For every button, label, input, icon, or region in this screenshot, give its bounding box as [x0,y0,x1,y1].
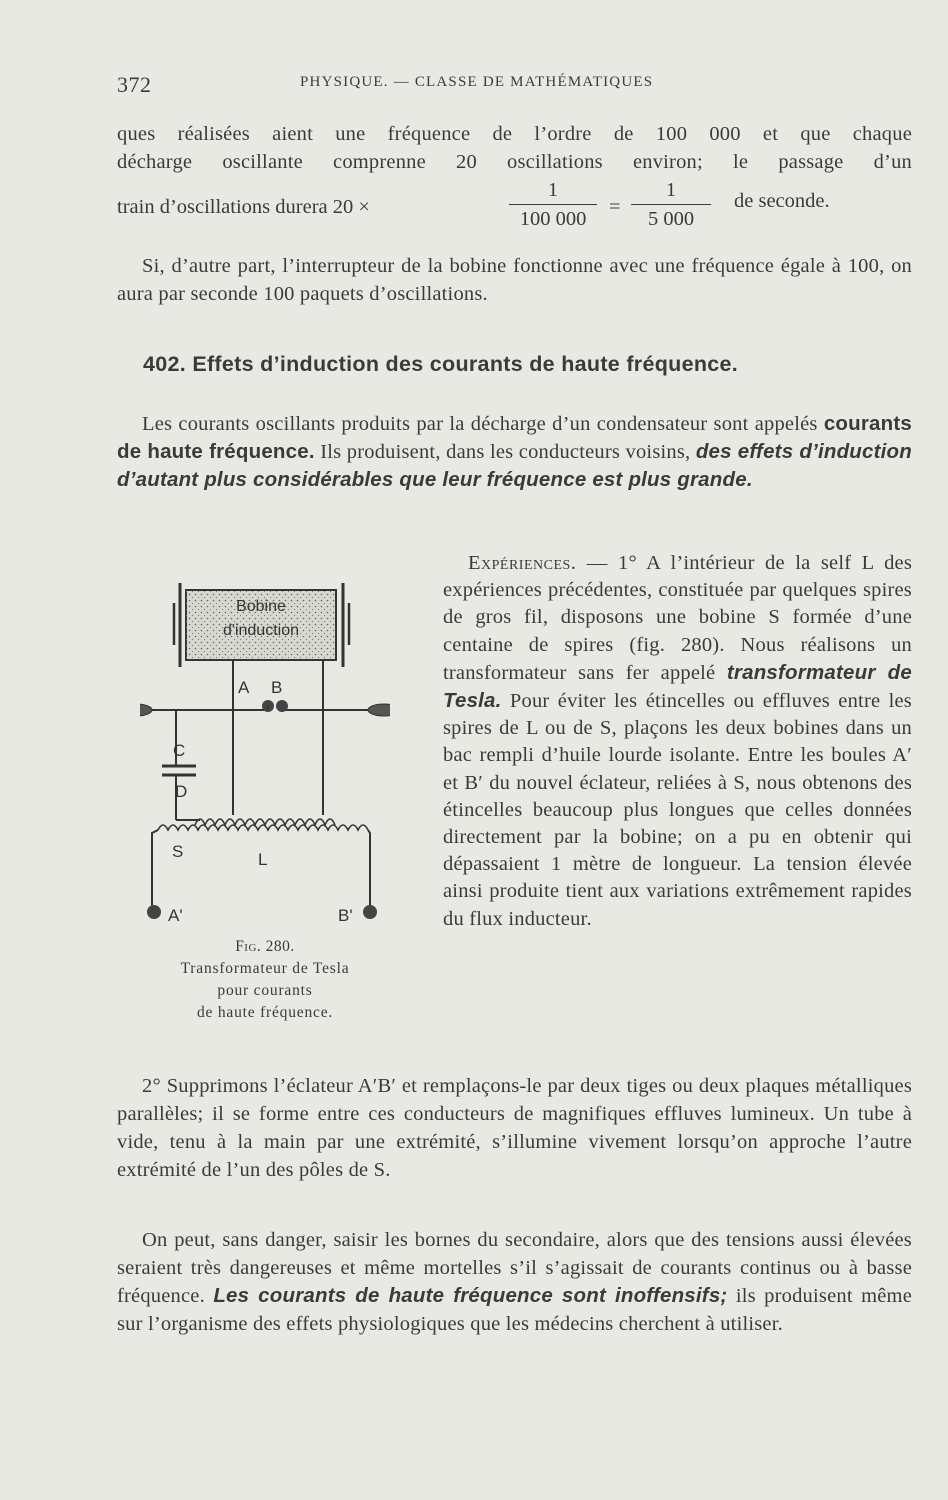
tesla-coil-windings [152,819,370,910]
fraction-1-bar [509,204,597,205]
caption-line-1: Transformateur de Tesla [180,960,350,977]
section-number: 402. [143,352,187,376]
label-c: C [173,741,186,760]
formula-equals: = [609,196,621,218]
figure-280 [140,575,390,935]
induction-coil [174,583,349,667]
label-a: A [238,678,250,697]
page-number: 372 [117,72,152,97]
paragraph-5-text-2: ils produisent même sur l’organisme des effets physiologiques que les médecins cherchent à utiliser. [117,1285,912,1335]
formula-lead: train d’oscillations durera 20 × [117,196,370,218]
paragraph-3-bold: courants de haute fréquence. [117,412,912,463]
caption-line-2: pour courants [217,982,313,999]
section-title: Effets d’induction des courants de haute fréquence. [192,352,739,376]
fraction-2 [631,178,711,231]
caption-fig-number: Fig. 280. [235,938,295,955]
section-heading [143,352,913,377]
fraction-2-denominator: 5 000 [647,208,695,230]
experiences-text-1: — 1° A l’intérieur de la self L des expériences précédentes, constituée par quelques spires de gros fil, disposons une bobine S formée d’une centaine de spires (fig. 280). Nous réalisons un transformateur sans fer appelé [443,552,912,684]
paragraph-5-text-1: On peut, sans danger, saisir les bornes du secondaire, alors que des tensions aussi élevées seraient très dangereuses et même mortelles s’il s’agissait de courants continus ou à basse fréquence. [117,1229,912,1307]
paragraph-1-line-1: ques réalisées aient une fréquence de l’ordre de 100 000 et que chaque [117,123,912,145]
experiences-bold-italic: transformateur de Tesla. [443,660,912,713]
capacitor [162,710,196,820]
spark-gap-ab [140,678,390,716]
paragraph-3 [117,410,912,494]
fraction-1-numerator: 1 [547,179,559,201]
fraction-2-numerator: 1 [665,179,677,201]
label-s: S [172,842,184,861]
paragraph-1-line-2: décharge oscillante comprenne 20 oscillations environ; le passage d’un [117,151,912,173]
formula-tail: de seconde. [734,190,830,212]
paragraph-3-text-1: Les courants oscillants produits par la décharge d’un condensateur sont appelés [142,413,824,435]
fraction-2-bar [631,204,711,205]
label-b-prime: B' [338,906,353,925]
label-d: D [175,782,188,801]
label-l: L [258,850,268,869]
experiences-paragraph [443,550,912,933]
paragraph-4: 2° Supprimons l’éclateur A′B′ et remplaçons-le par deux tiges ou deux plaques métalliques parallèles; il se forme entre ces conducteurs de magnifiques effluves lumineux. Un tube à vide, tenu à la main par une extrémité, s’illumine vivement lorsqu’on approche l’autre extrémité de l’un des pôles de S. [117,1075,912,1181]
caption-line-3: de haute fréquence. [196,1004,334,1021]
experiences-label: Expériences. [468,552,577,574]
experiences-text-2: Pour éviter les étincelles ou effluves entre les spires de L ou de S, plaçons les deux bobines dans un bac rempli d’huile lourde isolante. Entre les boules A′ et B′ du nouvel éclateur, reliées à S, nous obtenons des étincelles beaucoup plus longues que celles données directement par la bobine; on a pu en obtenir qui dépassaient 1 mètre de longueur. La tension élevée ainsi produite tient aux variations extrêmement rapides du flux inducteur. [443,690,912,930]
fraction-1 [509,178,597,231]
formula [117,176,912,238]
paragraph-2: Si, d’autre part, l’interrupteur de la bobine fonctionne avec une fréquence égale à 100, on aura par seconde 100 paquets d’oscillations. [117,255,912,305]
fraction-1-denominator: 100 000 [519,208,587,230]
spark-gap-a-b-prime [147,905,377,925]
coil-label-induction: d'induction [223,622,299,639]
paragraph-5 [117,1226,912,1338]
paragraph-3-bold-italic: des effets d’induction d’autant plus considérables que leur fréquence est plus grande. [117,440,912,491]
paragraph-1 [117,120,912,176]
label-b: B [271,678,283,697]
paragraph-5-bold-italic: Les courants de haute fréquence sont inoffensifs; [213,1284,728,1307]
paragraph-3-text-2: Ils produisent, dans les conducteurs voisins, [314,441,696,463]
label-a-prime: A' [168,906,183,925]
running-title: PHYSIQUE. — CLASSE DE MATHÉMATIQUES [300,74,654,90]
figure-caption [130,936,400,1024]
coil-label-bobine: Bobine [236,598,286,615]
